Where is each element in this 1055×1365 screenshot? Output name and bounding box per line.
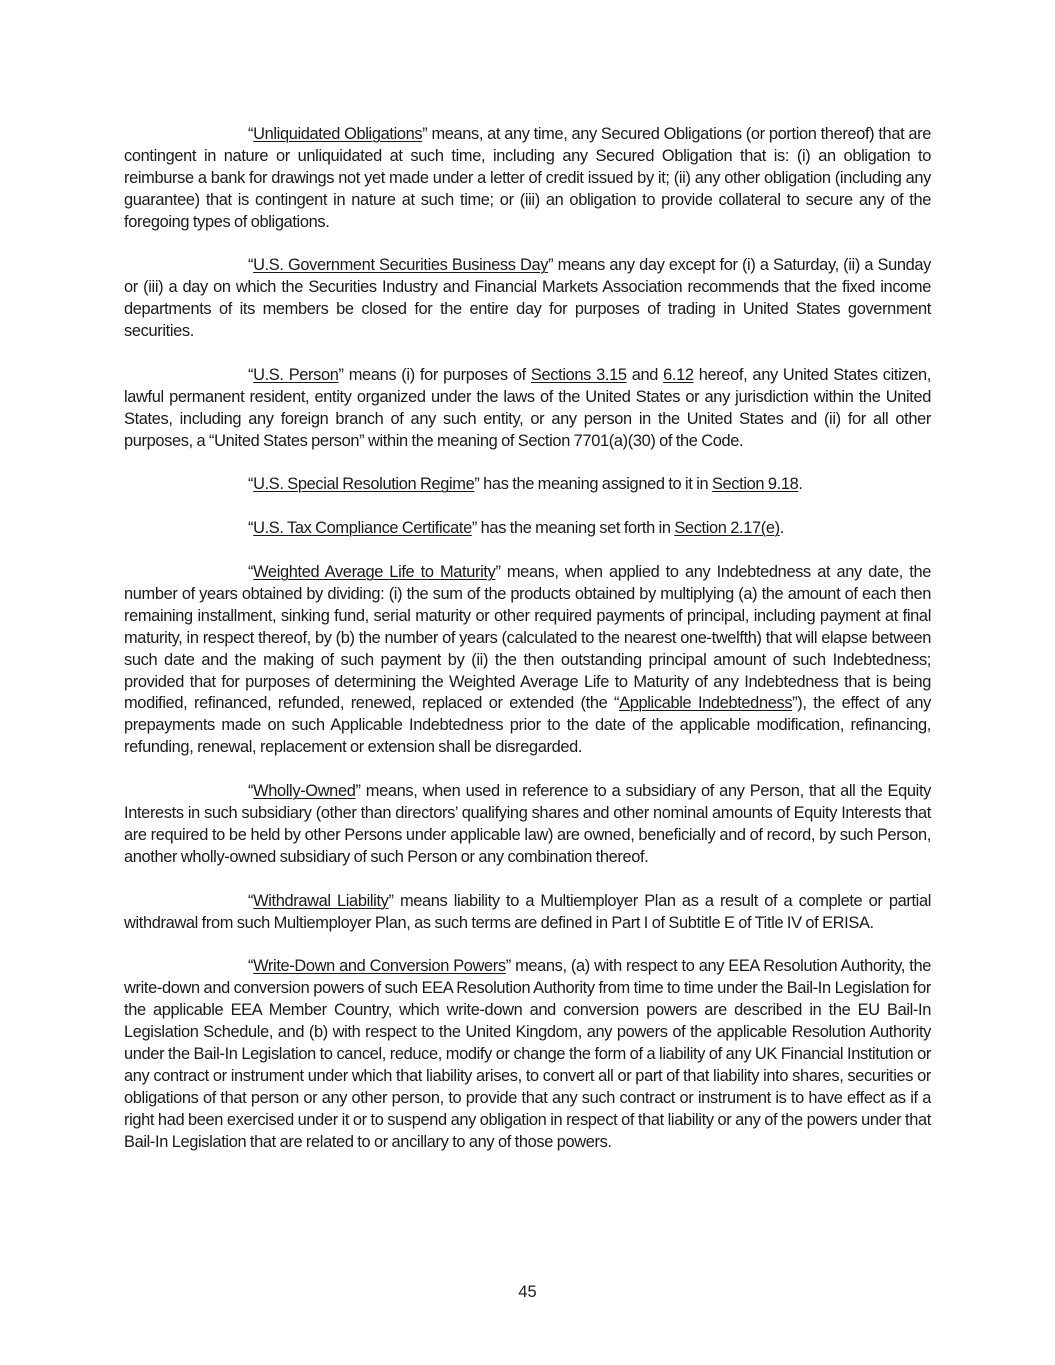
open-quote: “	[248, 256, 254, 275]
definition-body: means, (a) with respect to any EEA Resolution Authority, the write-down and conversion powers of such EEA Resolution Authority from time to time under the Bail-In Legislation for the applicable EEA Member Country, which write-down and conversion powers are described in the EU Bail-In Legislation Schedule, and (b) with respect to the United Kingdom, any powers of the applicable Resolution Authority under the Bail-In Legislation to cancel, reduce, modify or change the form of a liability of any UK Financial Institution or any contract or instrument under which that liability arises, to convert all or part of that liability into shares, securities or obligations of that person or any other person, to provide that any such contract or instrument is to have effect as if a right had been exercised under it or to suspend any obligation in respect of that liability or any of the powers under that Bail-In Legislation that are related to or ancillary to any of those powers.	[124, 957, 931, 1151]
defined-term: Withdrawal Liability	[253, 891, 389, 910]
close-quote: ”	[548, 256, 554, 275]
definition-write-down-and-conversion-powers	[124, 956, 931, 1153]
definition-us-tax-compliance-certificate	[124, 518, 931, 540]
definition-body: and	[626, 365, 664, 384]
defined-term: Wholly-Owned	[253, 782, 356, 801]
definition-body: hereof, any United States citizen, lawful permanent resident, entity organized under the laws of the United States or any jurisdiction within the United States, including any foreign branch of any such entity, or any person in the United States and (ii) for all other purposes, a “United States person” within the meaning of Section 7701(a)(30) of the Code.	[124, 365, 931, 450]
definition-wholly-owned	[124, 781, 931, 869]
definition-body: ”), the effect of any prepayments made on such Applicable Indebtedness prior to the date of the applicable modification, refinancing, refunding, renewal, replacement or extension shall be disregarded.	[124, 694, 931, 757]
defined-term-inline: Applicable Indebtedness	[619, 694, 793, 713]
defined-term: U.S. Person	[253, 365, 339, 384]
definition-body: means, at any time, any Secured Obligations (or portion thereof) that are contingent in nature or unliquidated at such time, including any Secured Obligation that is: (i) an obligation to reimburse a bank for drawings not yet made under a letter of credit issued by it; (ii) any other obligation (including any guarantee) that is contingent in nature at such time; or (iii) an obligation to provide collateral to secure any of the foregoing types of obligations.	[124, 125, 931, 231]
definition-body: means, when used in reference to a subsidiary of any Person, that all the Equity Interests in such subsidiary (other than directors’ qualifying shares and other nominal amounts of Equity Interests that are required to be held by other Persons under applicable law) are owned, beneficially and of record, by such Person, another wholly-owned subsidiary of such Person or any combination thereof.	[124, 782, 931, 866]
document-page	[124, 124, 931, 1175]
definition-body: means any day except for (i) a Saturday, (ii) a Sunday or (iii) a day on which the Securities Industry and Financial Markets Association recommends that the fixed income departments of its members be closed for the entire day for purposes of trading in United States government securities.	[124, 256, 931, 341]
definition-body: .	[779, 519, 784, 538]
close-quote: ”	[355, 782, 361, 801]
defined-term: U.S. Tax Compliance Certificate	[253, 519, 472, 538]
definition-weighted-average-life-to-maturity	[124, 562, 931, 759]
defined-term: U.S. Government Securities Business Day	[253, 256, 549, 275]
defined-term: U.S. Special Resolution Regime	[253, 475, 475, 494]
definition-body: has the meaning set forth in	[476, 519, 675, 538]
open-quote: “	[248, 125, 254, 143]
section-reference: Section 9.18	[711, 475, 799, 494]
open-quote: “	[248, 519, 254, 538]
close-quote: ”	[388, 891, 394, 910]
definition-body: .	[798, 475, 803, 494]
definition-body: means, when applied to any Indebtedness at any date, the number of years obtained by dividing: (i) the sum of the products obtained by multiplying (a) the amount of each then remaining installment, sinking fund, serial maturity or other required payments of principal, including payment at final maturity, in respect thereof, by (b) the number of years (calculated to the nearest one-twelfth) that will elapse between such date and the making of such payment by (ii) the then outstanding principal amount of such Indebtedness; provided that for purposes of determining the Weighted Average Life to Maturity of any Indebtedness that is being modified, refinanced, refunded, renewed, replaced or extended (the “	[124, 563, 931, 713]
open-quote: “	[248, 957, 254, 976]
definition-body: means liability to a Multiemployer Plan as a result of a complete or partial withdrawal from such Multiemployer Plan, as such terms are defined in Part I of Subtitle E of Title IV of ERISA.	[124, 891, 932, 932]
close-quote: ”	[474, 475, 480, 494]
close-quote: ”	[338, 365, 344, 384]
section-reference: Sections 3.15	[530, 365, 627, 384]
open-quote: “	[248, 563, 254, 582]
close-quote: ”	[471, 519, 477, 538]
definition-us-special-resolution-regime	[124, 474, 931, 496]
definition-unliquidated-obligations	[124, 124, 931, 234]
definition-body: has the meaning assigned to it in	[479, 475, 712, 494]
page-number: 45	[518, 1283, 537, 1301]
open-quote: “	[248, 782, 254, 801]
defined-term: Weighted Average Life to Maturity	[253, 563, 496, 582]
open-quote: “	[248, 365, 254, 384]
definition-body: means (i) for purposes of	[343, 365, 531, 384]
definition-us-government-securities-business-day	[124, 255, 931, 343]
defined-term: Unliquidated Obligations	[253, 125, 423, 143]
definition-withdrawal-liability	[124, 891, 931, 935]
close-quote: ”	[495, 563, 501, 582]
section-reference: Section 2.17(e)	[674, 519, 780, 538]
close-quote: ”	[422, 125, 428, 143]
definition-us-person	[124, 365, 931, 453]
defined-term: Write-Down and Conversion Powers	[253, 957, 506, 976]
close-quote: ”	[505, 957, 511, 976]
open-quote: “	[248, 475, 254, 494]
open-quote: “	[248, 891, 254, 910]
section-reference: 6.12	[663, 365, 694, 384]
